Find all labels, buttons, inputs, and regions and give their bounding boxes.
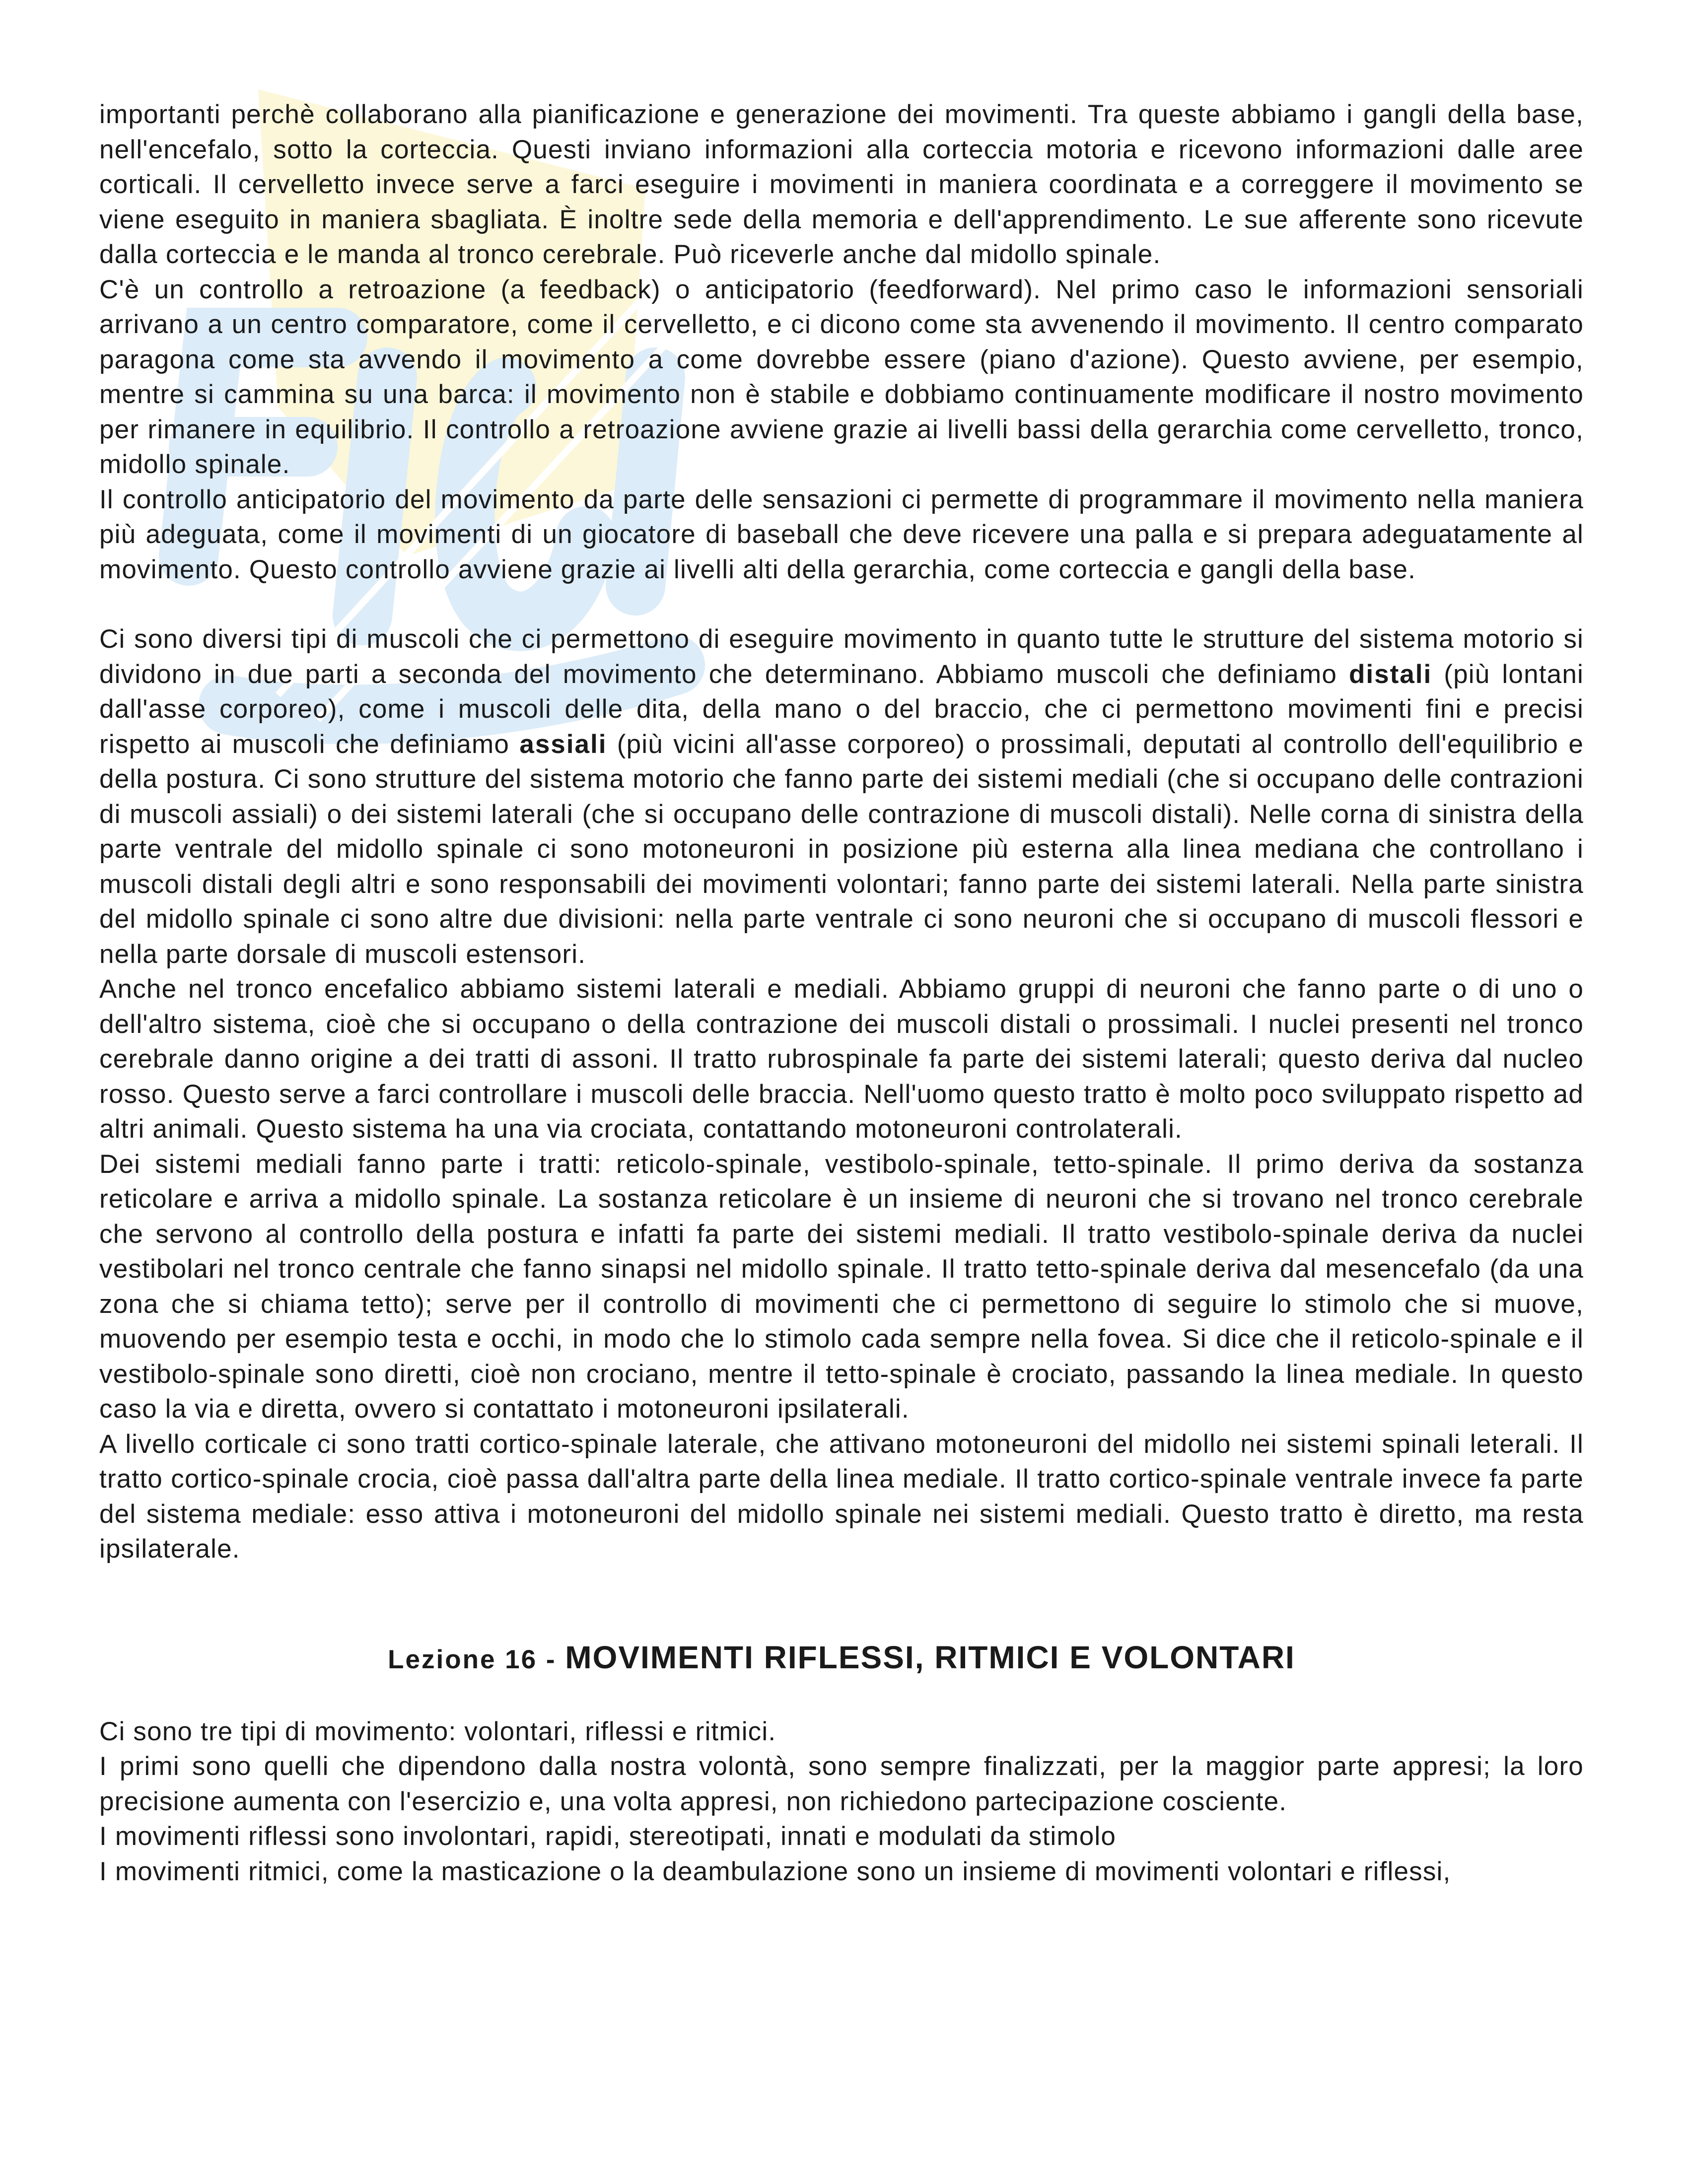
paragraph: importanti perchè collaborano alla pianificazione e generazione dei movimenti. Tra queste abbiamo i gangli della base, nell'encefalo, sotto la corteccia. Questi inviano informazioni alla corteccia motoria e ricevono informazioni dalle aree corticali. Il cervelletto invece serve a farci eseguire i movimenti in maniera coordinata e a correggere il movimento se viene eseguito in maniera sbagliata. È inoltre sede della memoria e dell'apprendimento. Le sue afferente sono ricevute dalla corteccia e le manda al tronco cerebrale. Può riceverle anche dal midollo spinale. (99, 100, 1584, 269)
paragraph: I movimenti riflessi sono involontari, rapidi, stereotipati, innati e modulati da stimolo (99, 1822, 1117, 1851)
paragraph: Il controllo anticipatorio del movimento da parte delle sensazioni ci permette di programmare il movimento nella maniera più adeguata, come il movimenti di un giocatore di baseball che deve ricevere una palla e si prepara adeguatamente al movimento. Questo controllo avviene grazie ai livelli alti della gerarchia, come corteccia e gangli della base. (99, 484, 1584, 584)
paragraph-muscoli (99, 622, 1584, 972)
paragraph: Dei sistemi mediali fanno parte i tratti: reticolo-spinale, vestibolo-spinale, tetto-spinale. Il primo deriva da sostanza reticolare e arriva a midollo spinale. La sostanza reticolare è un insieme di neuroni che si trovano nel tronco cerebrale che servono al controllo della postura e infatti fa parte dei sistemi mediali. Il tratto vestibolo-spinale deriva da nuclei vestibolari nel tronco centrale che fanno sinapsi nel midollo spinale. Il tratto tetto-spinale deriva dal mesencefalo (da una zona che si chiama tetto); serve per il controllo di movimenti che ci permettono di seguire lo stimolo che si muove, muovendo per esempio testa e occhi, in modo che lo stimolo cada sempre nella fovea. Si dice che il reticolo-spinale e il vestibolo-spinale sono diretti, cioè non crociano, mentre il tetto-spinale è crociato, passando la linea mediale. In questo caso la via e diretta, ovvero si contattato i motoneuroni ipsilaterali. (99, 1149, 1584, 1424)
section-spacer (99, 1567, 1584, 1638)
paragraph: Ci sono tre tipi di movimento: volontari, riflessi e ritmici. (99, 1716, 776, 1746)
paragraph: Anche nel tronco encefalico abbiamo sistemi laterali e mediali. Abbiamo gruppi di neuroni che fanno parte o di uno o dell'altro sistema, cioè che si occupano o della contrazione dei muscoli distali o prossimali. I nuclei presenti nel tronco cerebrale danno origine a dei tratti di assoni. Il tratto rubrospinale fa parte dei sistemi laterali; questo deriva dal nucleo rosso. Questo serve a farci controllare i muscoli delle braccia. Nell'uomo questo tratto è molto poco sviluppato rispetto ad altri animali. Questo sistema ha una via crociata, contattando motoneuroni controlaterali. (99, 974, 1584, 1144)
text-run: (più vicini all'asse corporeo) o prossimali, deputati al controllo dell'equilibrio e della postura. Ci sono strutture del sistema motorio che fanno parte dei sistemi mediali (che si occupano delle contrazioni di muscoli assiali) o dei sistemi laterali (che si occupano delle contrazione di muscoli distali). Nelle corna di sinistra della parte ventrale del midollo spinale ci sono motoneuroni in posizione più esterna alla linea mediana che controllano i muscoli distali degli altri e sono responsabili dei movimenti volontari; fanno parte dei sistemi laterali. Nella parte sinistra del midollo spinale ci sono altre due divisioni: nella parte ventrale ci sono neuroni che si occupano di muscoli flessori e nella parte dorsale di muscoli estensori. (99, 729, 1584, 969)
lesson-title: MOVIMENTI RIFLESSI, RITMICI E VOLONTARI (565, 1639, 1295, 1675)
bold-term-assiali: assiali (519, 729, 607, 759)
paragraph-spacer (99, 1680, 1584, 1714)
paragraph: I primi sono quelli che dipendono dalla nostra volontà, sono sempre finalizzati, per la maggior parte appresi; la loro precisione aumenta con l'esercizio e, una volta appresi, non richiedono partecipazione cosciente. (99, 1752, 1584, 1816)
paragraph: C'è un controllo a retroazione (a feedback) o anticipatorio (feedforward). Nel primo caso le informazioni sensoriali arrivano a un centro comparatore, come il cervelletto, e ci dicono come sta avvenendo il movimento. Il centro comparato paragona come sta avvendo il movimento a come dovrebbe essere (piano d'azione). Questo avviene, per esempio, mentre si cammina su una barca: il movimento non è stabile e dobbiamo continuamente modificare il nostro movimento per rimanere in equilibrio. Il controllo a retroazione avviene grazie ai livelli bassi della gerarchia come cervelletto, tronco, midollo spinale. (99, 274, 1584, 479)
paragraph-spacer (99, 587, 1584, 622)
paragraph: I movimenti ritmici, come la masticazione o la deambulazione sono un insieme di movimenti volontari e riflessi, (99, 1856, 1451, 1886)
lesson-number: Lezione 16 - (388, 1644, 565, 1674)
document-page (99, 97, 1584, 1889)
text-run: (più lontani dall'asse corporeo), come i muscoli delle dita, della mano o del braccio, che ci permettono movimenti fini e precisi rispetto ai muscoli che definiamo (99, 659, 1584, 759)
bold-term-distali: distali (1349, 659, 1432, 689)
paragraph: A livello corticale ci sono tratti cortico-spinale laterale, che attivano motoneuroni del midollo nei sistemi spinali leterali. Il tratto cortico-spinale crocia, cioè passa dall'altra parte della linea mediale. Il tratto cortico-spinale ventrale invece fa parte del sistema mediale: esso attiva i motoneuroni del midollo spinale nei sistemi mediali. Questo tratto è diretto, ma resta ipsilaterale. (99, 1429, 1584, 1564)
text-run: Ci sono diversi tipi di muscoli che ci permettono di eseguire movimento in quanto tutte le strutture del sistema motorio si dividono in due parti a seconda del movimento che determinano. Abbiamo muscoli che definiamo (99, 624, 1584, 689)
lesson-heading (99, 1638, 1584, 1680)
